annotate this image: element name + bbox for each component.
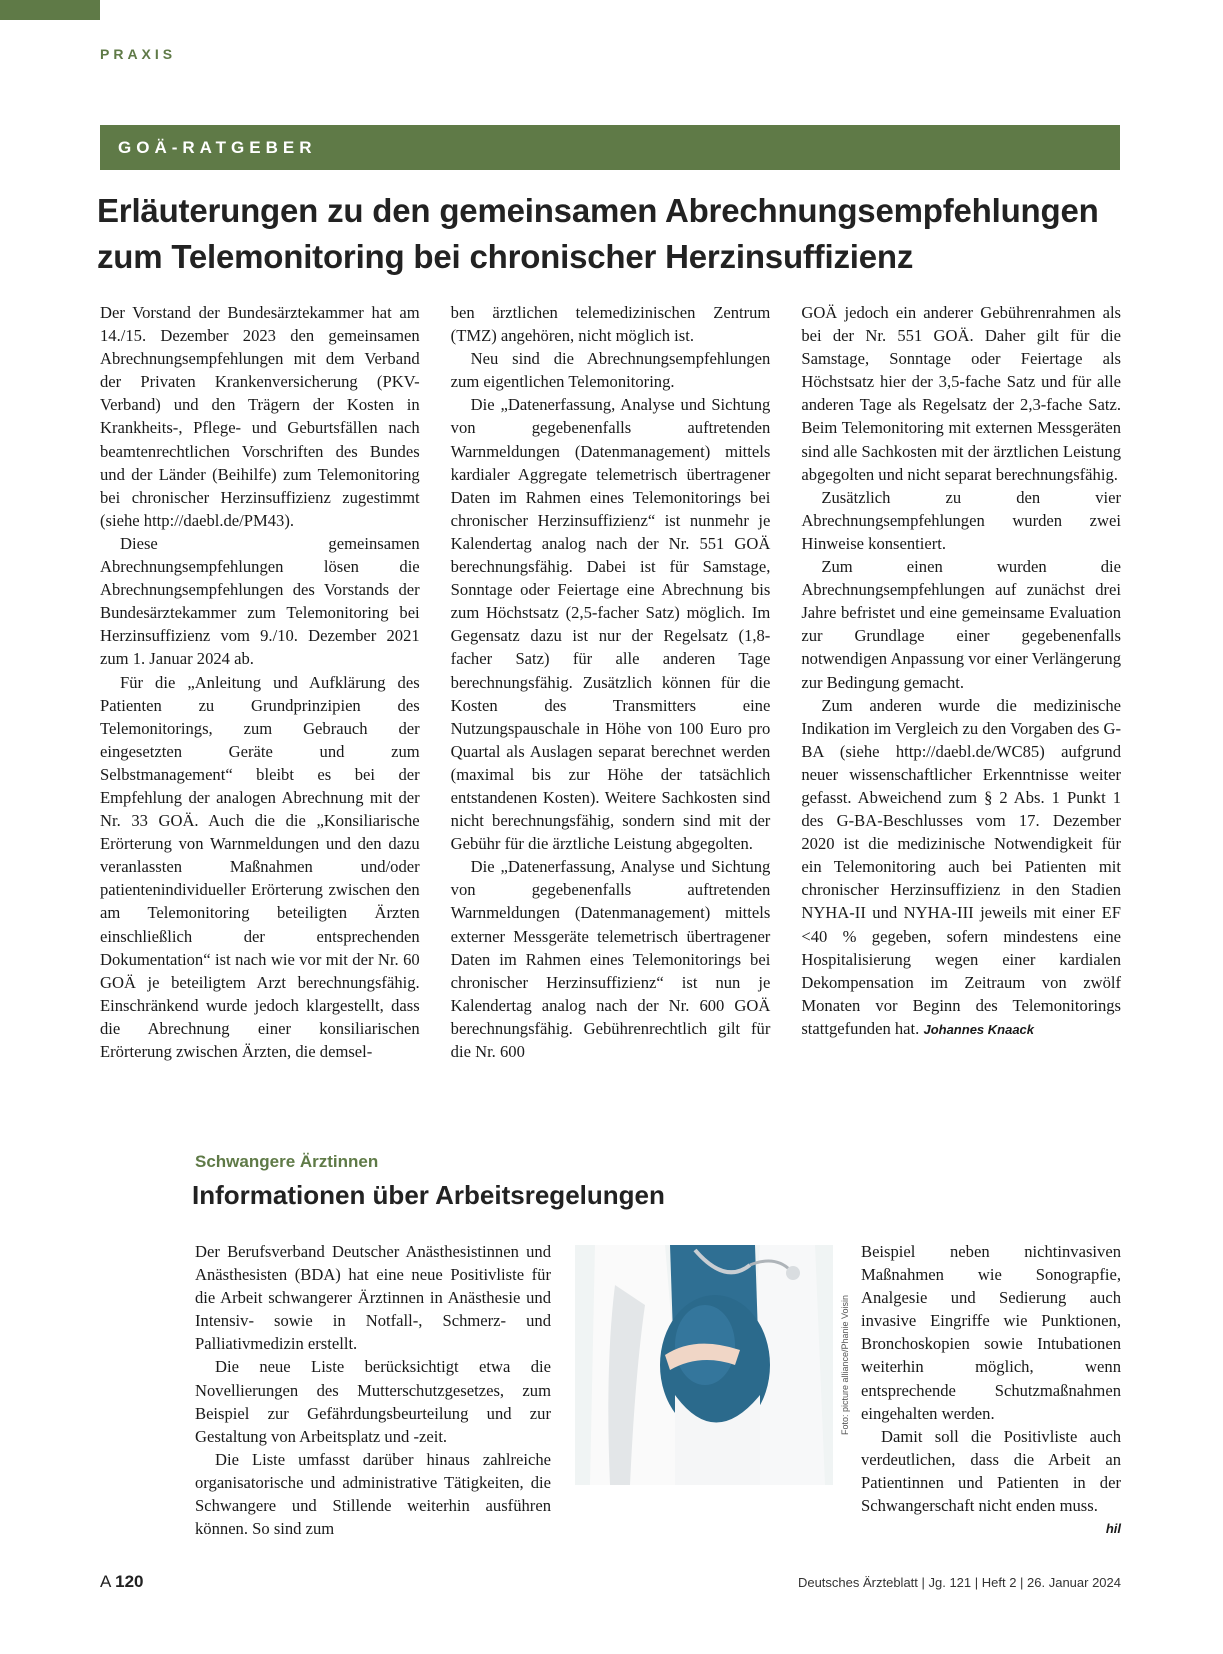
article-headline	[97, 188, 1127, 280]
corner-accent-bar	[0, 0, 100, 20]
paragraph: GOÄ jedoch ein anderer Gebührenrahmen als bei der Nr. 551 GOÄ. Daher gilt für die Samstage, Sonntage oder Feiertage als Höchstsatz hier der 3,5-fache Satz und für alle anderen Tage als Regelsatz der 2,3-fache Satz. Beim Telemonitoring mit externen Messgeräten sind alle Sachkosten mit der ärztlichen Leistung abgegolten und nicht separat berechnungsfähig.	[801, 303, 1122, 484]
photo-illustration	[575, 1245, 833, 1485]
headline-line-2: zum Telemonitoring bei chronischer Herzinsuffizienz	[97, 238, 914, 275]
paragraph: Die neue Liste berücksichtigt etwa die Novellierungen des Mutterschutzgesetzes, zum Beispiel zur Gefährdungsbeurteilung und zur Gestaltung von Arbeitsplatz und -zeit.	[195, 1357, 551, 1446]
paragraph	[861, 1425, 1121, 1537]
paragraph-text: Damit soll die Positivliste auch verdeutlichen, dass die Arbeit an Patientinnen und Patienten in der Schwangerschaft nicht enden muss.	[861, 1426, 1121, 1516]
article-column-2	[451, 301, 771, 1093]
article-body	[100, 301, 1121, 1093]
rubric-band: GOÄ-RATGEBER	[100, 125, 1120, 170]
paragraph-text: Zum anderen wurde die medizinische Indikation im Vergleich zu den Vorgaben des G-BA (siehe http://daebl.de/WC85) aufgrund neuer wissenschaftlicher Erkenntnisse weiter gefasst. Abweichend zum § 2 Abs. 1 Punkt 1 des G-BA-Beschlusses vom 17. Dezember 2020 ist die medizinische Notwendigkeit für ein Telemonitoring auch bei Patienten mit chronischer Herzinsuffizienz in den Stadien NYHA-II und NYHA-III jeweils mit einer EF <40 % gegeben, sofern mindestens eine Hospitalisierung wegen einer kardialen Dekompensation im Zeitraum von zwölf Monaten vor Beginn des Telemonitorings stattgefunden hat.	[801, 695, 1122, 1038]
headline-line-1: Erläuterungen zu den gemeinsamen Abrechnungsempfehlungen	[97, 192, 1099, 229]
article-column-3	[801, 301, 1121, 1093]
article-author: Johannes Knaack	[923, 1021, 1035, 1037]
paragraph: Der Berufsverband Deutscher Anästhesistinnen und Anästhesisten (BDA) hat eine neue Positivliste für die Arbeit schwangerer Ärztinnen in Anästhesie und Intensiv- sowie in Notfall-, Schmerz- und Palliativmedizin erstellt.	[195, 1242, 551, 1354]
paragraph: Die Liste umfasst darüber hinaus zahlreiche organisatorische und administrative Tätigkeiten, die Schwangere und Stillende weiterhin ausführen können. So sind zum	[195, 1449, 551, 1539]
news-author: hil	[1105, 1521, 1121, 1537]
paragraph: Neu sind die Abrechnungsempfehlungen zum eigentlichen Telemonitoring.	[450, 349, 771, 392]
photo-credit	[840, 1245, 852, 1485]
page-number-value: 120	[115, 1572, 144, 1591]
page-number	[100, 1572, 144, 1592]
paragraph: ben ärztlichen telemedizinischen Zentrum (TMZ) angehören, nicht möglich ist.	[450, 303, 771, 346]
publication-info: Deutsches Ärzteblatt | Jg. 121 | Heft 2 | 26. Januar 2024	[797, 1575, 1121, 1590]
paragraph: Zusätzlich zu den vier Abrechnungsempfehlungen wurden zwei Hinweise konsentiert.	[801, 487, 1122, 553]
news-column-right	[861, 1240, 1121, 1540]
news-kicker: Schwangere Ärztinnen	[195, 1152, 379, 1171]
photo-credit-text: Foto: picture alliance/Phanie Voisin	[840, 1294, 850, 1436]
paragraph	[801, 694, 1121, 1041]
page-prefix: A	[100, 1572, 111, 1591]
section-label: PRAXIS	[100, 46, 177, 62]
paragraph: Für die „Anleitung und Aufklärung des Patienten zu Grundprinzipien des Telemonitorings, zum Gebrauch der eingesetzten Geräte und zum Selbstmanagement“ bleibt es bei der Empfehlung der analogen Abrechnung mit der Nr. 33 GOÄ. Auch die die „Konsiliarische Erörterung von Warnmeldungen und den dazu veranlassten Maßnahmen und/oder patientenindividueller Erörterung zwischen den am Telemonitoring beteiligten Ärzten einschließlich der entsprechenden Dokumentation“ ist nach wie vor mit der Nr. 60 GOÄ je beteiligtem Arzt berechnungsfähig. Einschränkend wurde jedoch klargestellt, dass die Abrechnung einer konsiliarischen Erörterung zwischen Ärzten, die demsel-	[100, 672, 420, 1061]
news-column-left	[195, 1240, 551, 1540]
paragraph: Beispiel neben nichtinvasiven Maßnahmen wie Sonograpfie, Analgesie und Sedierung auch invasive Eingriffe wie Punktionen, Bronchoskopien sowie Intubationen weiterhin möglich, wenn entsprechende Schutzmaßnahmen eingehalten werden.	[861, 1242, 1121, 1423]
paragraph: Der Vorstand der Bundesärztekammer hat am 14./15. Dezember 2023 den gemeinsamen Abrechnungsempfehlungen mit dem Verband der Privaten Krankenversicherung (PKV-Verband) und den Trägern der Kosten in Krankheits-, Pflege- und Geburtsfällen nach beamtenrechtlichen Vorschriften des Bundes und der Länder (Beihilfe) zum Telemonitoring bei chronischer Herzinsuffizienz zugestimmt (siehe http://daebl.de/PM43).	[100, 303, 420, 530]
news-title: Informationen über Arbeitsregelungen	[192, 1180, 665, 1210]
paragraph: Die „Datenerfassung, Analyse und Sichtung von gegebenenfalls auftretenden Warnmeldungen (Datenmanagement) mittels kardialer Aggregate telemetrisch übertragener Daten im Rahmen eines Telemonitorings bei chronischer Herzinsuffizienz“ ist nunmehr je Kalendertag analog nach der Nr. 551 GOÄ berechnungsfähig. Dabei ist für Samstage, Sonntage oder Feiertage eine Abrechnung bis zum Höchstsatz (2,5-facher Satz) möglich. Im Gegensatz dazu ist nur der Regelsatz (1,8-facher Satz) für alle anderen Tage berechnungsfähig. Zusätzlich können für die Kosten des Transmitters eine Nutzungspauschale in Höhe von 100 Euro pro Quartal als Auslagen separat berechnet werden (maximal bis zur Höhe der tatsächlich entstandenen Kosten). Weitere Sachkosten sind nicht berechnungsfähig, sondern sind mit der Gebühr für die ärztliche Leistung abgegolten.	[450, 395, 771, 854]
paragraph: Zum einen wurden die Abrechnungsempfehlungen auf zunächst drei Jahre befristet und eine gemeinsame Evaluation zur Grundlage einer gegebenenfalls notwendigen Anpassung vor einer Verlängerung zur Bedingung gemacht.	[801, 557, 1122, 692]
pregnant-doctor-photo	[575, 1245, 833, 1485]
paragraph: Diese gemeinsamen Abrechnungsempfehlungen lösen die Abrechnungsempfehlungen des Vorstands der Bundesärztekammer zum Telemonitoring bei Herzinsuffizienz vom 9./10. Dezember 2021 zum 1. Januar 2024 ab.	[100, 533, 420, 669]
article-column-1	[100, 301, 420, 1093]
paragraph: Die „Datenerfassung, Analyse und Sichtung von gegebenenfalls auftretenden Warnmeldungen (Datenmanagement) mittels externer Messgeräte telemetrisch übertragener Daten im Rahmen eines Telemonitorings bei chronischer Herzinsuffizienz“ ist nun je Kalendertag analog nach der Nr. 600 GOÄ berechnungsfähig. Gebührenrechtlich gilt für die Nr. 600	[450, 857, 771, 1061]
